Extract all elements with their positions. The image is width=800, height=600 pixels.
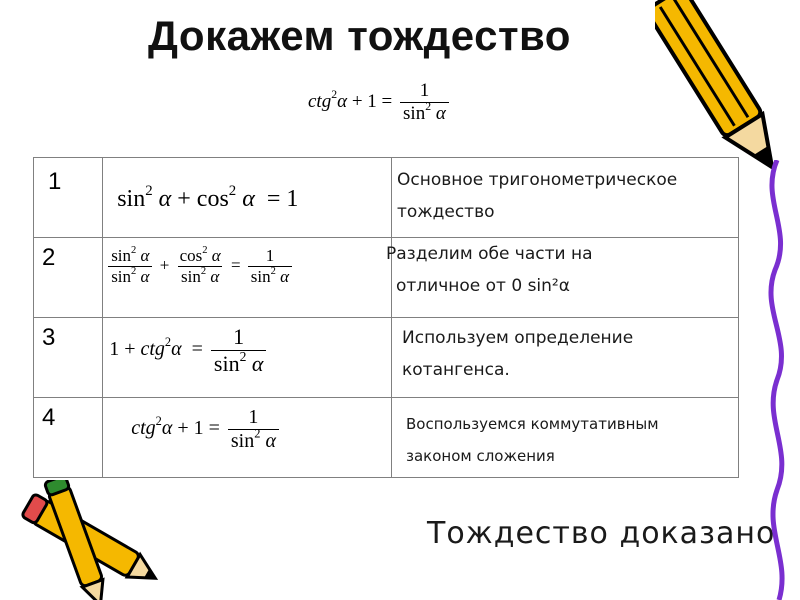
step-explanation: Основное тригонометрическое тождество: [397, 170, 678, 222]
step-formula: ctg$^2$α + 1 = $\frac{1}{\sin^2 \alpha}$: [103, 398, 391, 453]
header-fraction: $\frac{1}{\sin^2 \alpha}$: [400, 80, 449, 125]
step-explanation: Воспользуемся коммутативным законом сложения: [406, 415, 659, 465]
page-title: Докажем тождество: [148, 12, 571, 59]
table-row: [34, 318, 739, 398]
step-formula: $\sin^2 \alpha + \cos^2 \alpha = 1$: [117, 182, 299, 212]
step-formula-cell: [103, 238, 392, 318]
step-formula-cell: [103, 398, 392, 478]
step-formula: $\frac{\sin^2 \alpha}{\sin^2 \alpha}$ + $\frac{\cos^2 \alpha}{\sin^2 \alpha}$ = $\frac{1}{\sin^2 \alpha}$: [103, 238, 391, 287]
step-explanation-cell: [392, 398, 739, 478]
step-explanation-cell: [386, 238, 739, 318]
step-number: 4: [42, 404, 56, 431]
header-identity-formula: ctg$^2$α + 1 = $\frac{1}{\sin^2 \alpha}$: [308, 80, 452, 125]
step-number: 1: [48, 168, 62, 195]
step-explanation: Разделим обе части на отличное от 0 sin²α: [386, 244, 593, 296]
step-number: 2: [42, 244, 56, 271]
step-formula-cell: [103, 318, 392, 398]
step-number-cell: [34, 158, 103, 238]
step-explanation: Используем определение котангенса.: [402, 328, 634, 380]
step-explanation-cell: [392, 318, 739, 398]
step-formula-cell: [103, 158, 392, 238]
step-formula: 1 + ctg$^2$α = $\frac{1}{\sin^2 \alpha}$: [103, 318, 391, 377]
proof-table: [33, 157, 739, 478]
conclusion-text: Тождество доказано: [427, 516, 776, 551]
ribbon-decoration-icon: [755, 160, 800, 600]
table-row: [34, 398, 739, 478]
table-row: [34, 158, 739, 238]
step-number-cell: [34, 398, 103, 478]
pencils-icon: [0, 480, 170, 600]
step-number-cell: [34, 318, 103, 398]
step-number-cell: [34, 238, 103, 318]
table-row: [34, 238, 739, 318]
step-number: 3: [42, 324, 56, 351]
